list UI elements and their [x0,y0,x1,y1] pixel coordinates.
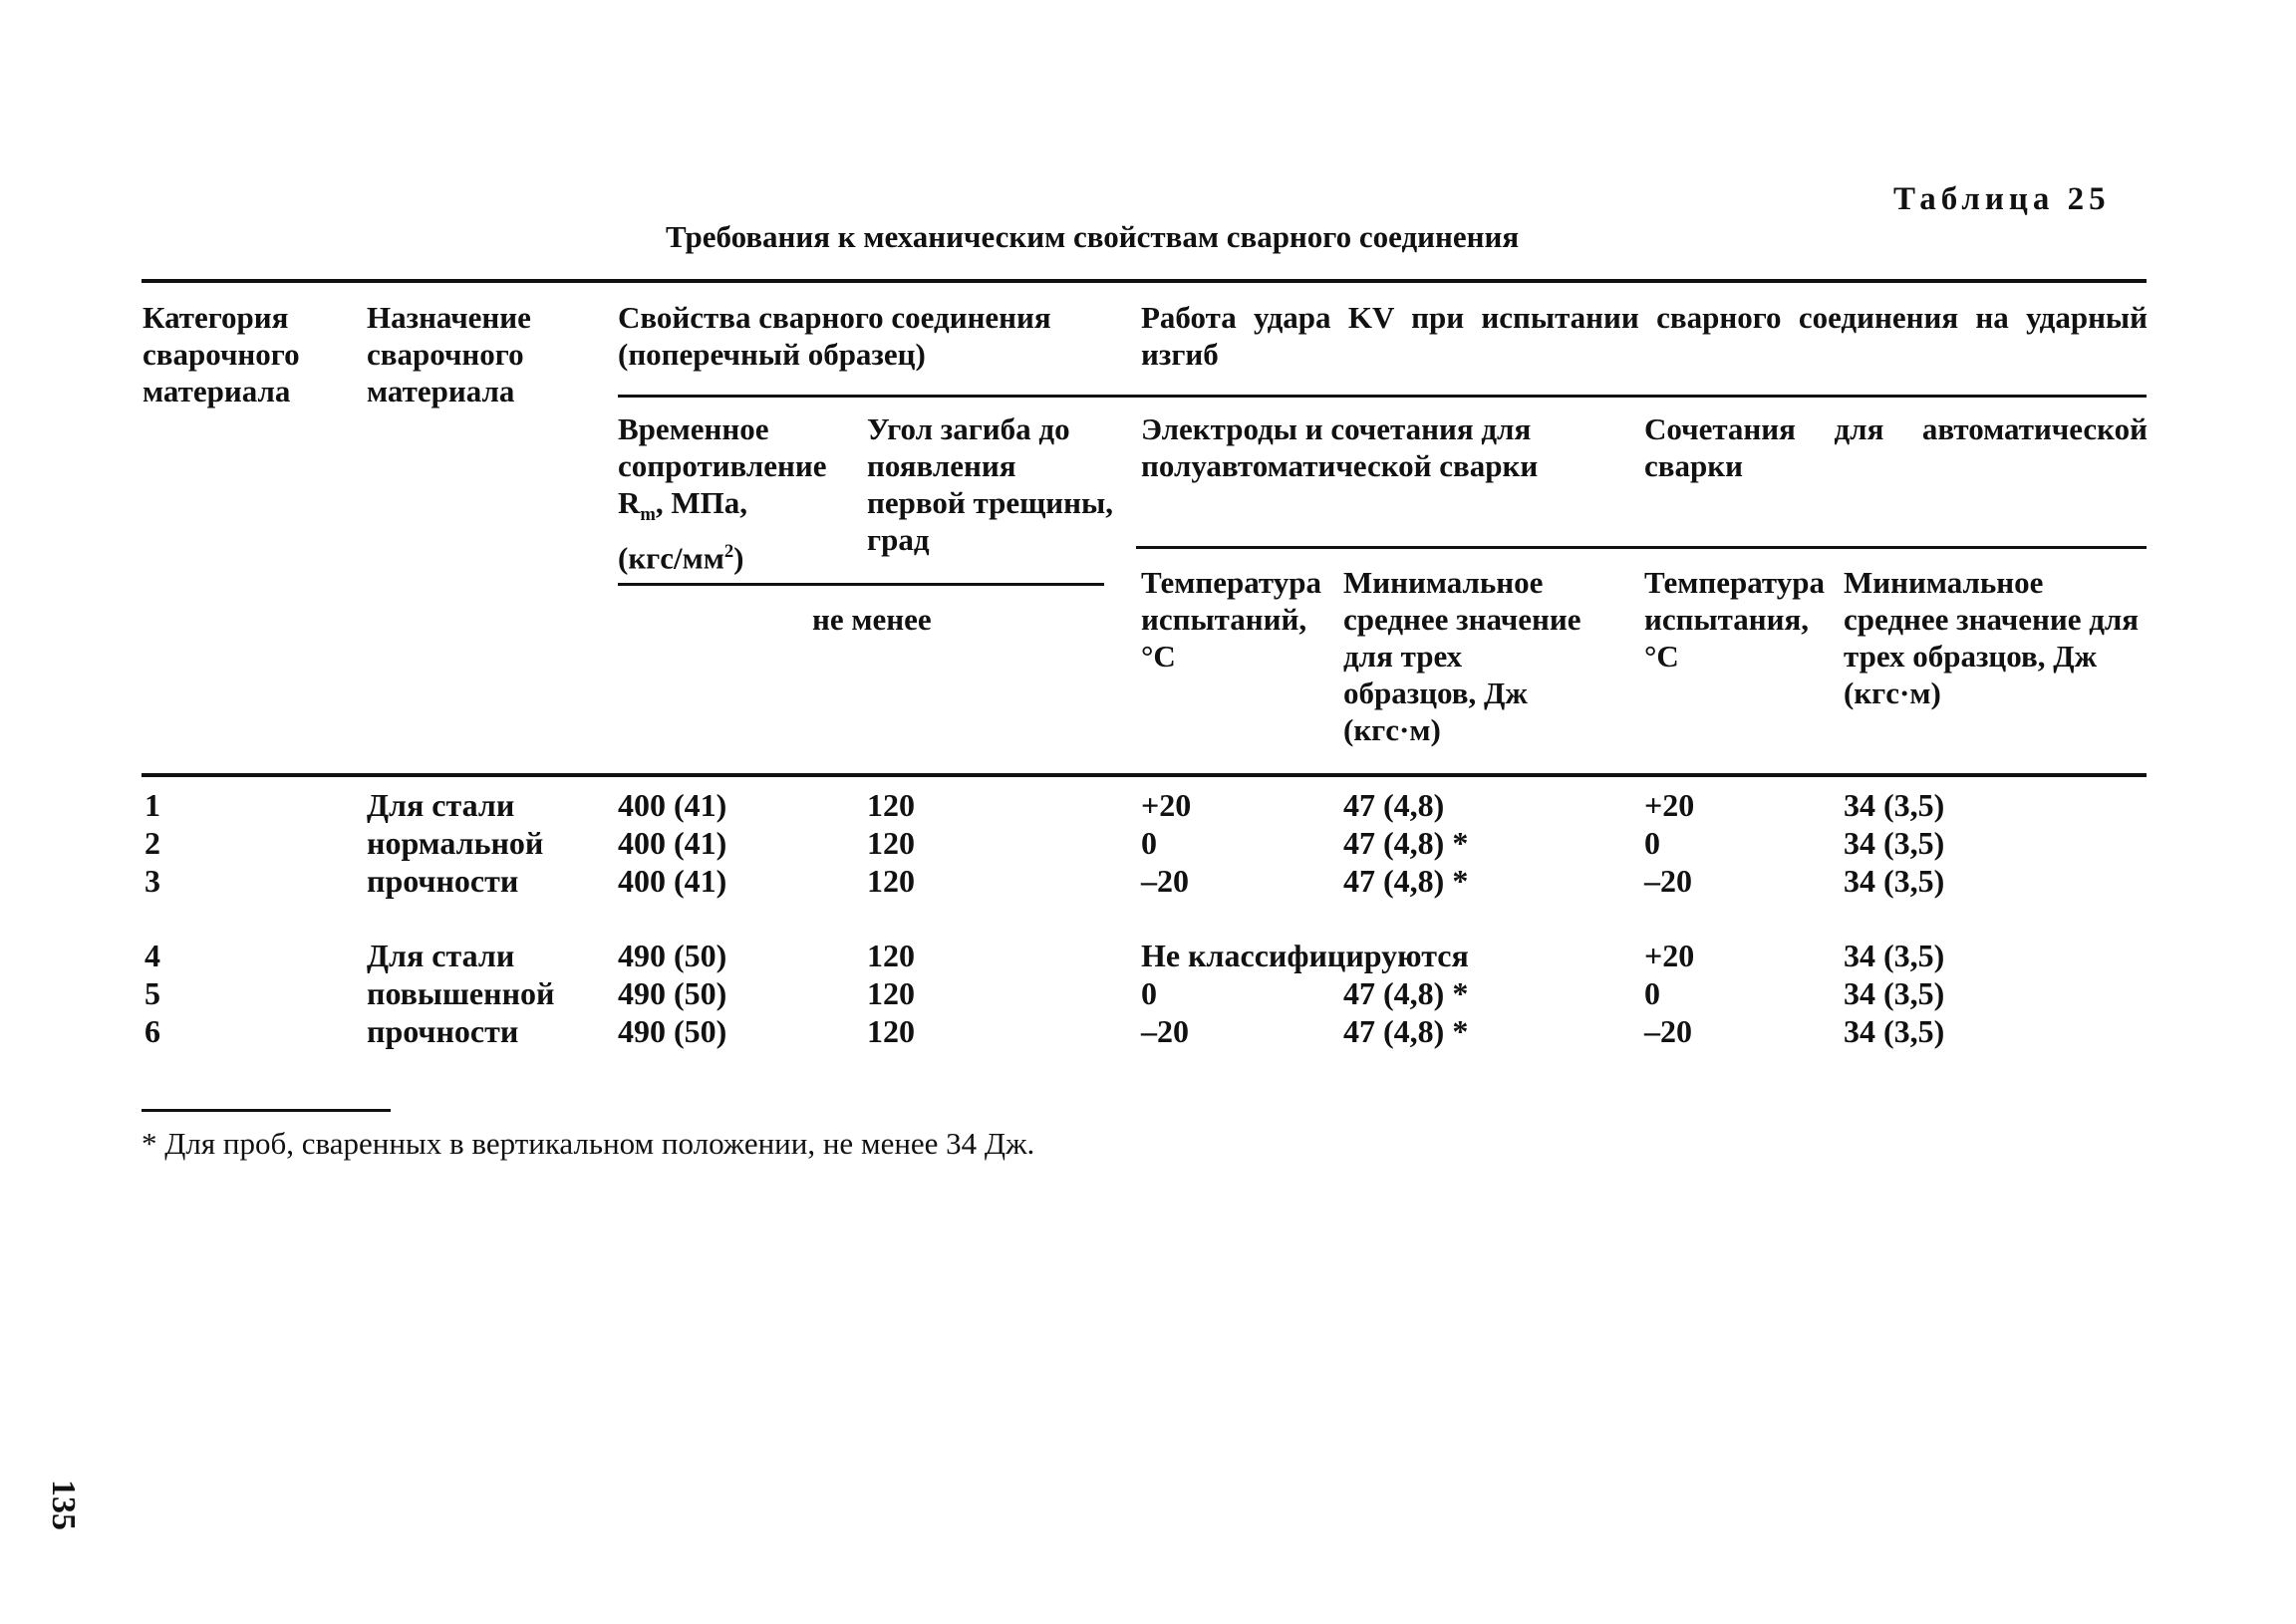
cell-temp-auto: –20 [1644,1013,1692,1049]
rm-close: ) [733,540,744,576]
table-title: Требования к механическим свойствам сварного соединения [666,219,1520,254]
cell-purpose: Для стали [367,787,515,823]
cell-temp-auto: –20 [1644,863,1692,899]
cell-kv-semi: 47 (4,8) [1343,787,1445,823]
rule-under-kv-sub [1136,546,2147,549]
header-bend-angle: Угол загиба до появления первой трещины, град [867,411,1113,557]
cell-kv-auto: 34 (3,5) [1844,938,1945,973]
cell-category: 3 [144,863,160,899]
header-impact-work: Работа удара KV при испытании сварного соединения на ударный изгиб [1141,300,2148,372]
header-temp-semi: Температура испытаний, °С [1141,565,1321,674]
header-min-avg-auto: Минимальное среднее значение для трех образцов, Дж (кгс·м) [1844,565,2140,710]
cell-kv-auto: 34 (3,5) [1844,825,1945,861]
cell-category: 1 [144,787,160,823]
tensile-label: Временное сопротивление [618,411,827,483]
header-weld-properties: Свойства сварного соединения (поперечный образец) [618,300,1051,372]
cell-purpose: Для стали [367,938,515,973]
header-auto-weld: Сочетания для автоматической сварки [1644,411,2148,483]
rm-kgs: (кгс/мм [618,540,724,576]
rm-symbol: R [618,485,641,520]
top-rule [142,279,2147,283]
cell-temp-auto: +20 [1644,787,1695,823]
rm-subscript: m [640,504,656,526]
cell-temp-semi: 0 [1141,975,1157,1011]
cell-category: 5 [144,975,160,1011]
rule-under-group [618,395,2147,398]
cell-kv-semi: 47 (4,8) * [1343,1013,1469,1049]
table-label: Таблица 25 [1893,181,2111,217]
cell-category: 2 [144,825,160,861]
cell-bend-angle: 120 [867,1013,915,1049]
cell-temp-semi: 0 [1141,825,1157,861]
cell-temp-auto: +20 [1644,938,1695,973]
cell-tensile: 400 (41) [618,787,727,823]
cell-kv-auto: 34 (3,5) [1844,1013,1945,1049]
cell-temp-semi: +20 [1141,787,1192,823]
cell-temp-auto: 0 [1644,825,1660,861]
cell-kv-semi: 47 (4,8) * [1343,975,1469,1011]
cell-purpose: прочности [367,863,519,899]
cell-kv-auto: 34 (3,5) [1844,787,1945,823]
header-purpose: Назначение сварочного материала [367,300,531,408]
cell-tensile: 490 (50) [618,938,727,973]
header-bottom-rule [142,773,2147,777]
cell-kv-semi: 47 (4,8) * [1343,825,1469,861]
cell-bend-angle: 120 [867,825,915,861]
rm-units: , МПа, [655,485,748,520]
cell-not-classified: Не классифицируются [1141,938,1469,973]
cell-tensile: 490 (50) [618,975,727,1011]
rm-superscript: 2 [723,541,734,563]
header-category: Категория сварочного материала [143,300,300,408]
footnote: * Для проб, сваренных в вертикальном положении, не менее 34 Дж. [142,1126,1035,1161]
cell-purpose: повышенной [367,975,555,1011]
cell-purpose: прочности [367,1013,519,1049]
cell-kv-semi: 47 (4,8) * [1343,863,1469,899]
cell-bend-angle: 120 [867,975,915,1011]
cell-temp-semi: –20 [1141,863,1189,899]
cell-tensile: 490 (50) [618,1013,727,1049]
footnote-rule [142,1109,391,1112]
header-electrodes: Электроды и сочетания для полуавтоматической сварки [1141,411,1539,483]
cell-tensile: 400 (41) [618,825,727,861]
cell-bend-angle: 120 [867,863,915,899]
cell-temp-semi: –20 [1141,1013,1189,1049]
cell-category: 4 [144,938,160,973]
header-temp-auto: Температура испытания, °С [1644,565,1825,674]
cell-kv-auto: 34 (3,5) [1844,975,1945,1011]
header-tensile-strength [618,410,867,577]
cell-bend-angle: 120 [867,787,915,823]
cell-temp-auto: 0 [1644,975,1660,1011]
cell-bend-angle: 120 [867,938,915,973]
page-number: 135 [45,1480,82,1530]
cell-tensile: 400 (41) [618,863,727,899]
cell-category: 6 [144,1013,160,1049]
cell-kv-auto: 34 (3,5) [1844,863,1945,899]
header-not-less: не менее [812,602,932,637]
header-min-avg-semi: Минимальное среднее значение для трех образцов, Дж (кгс·м) [1343,565,1581,747]
rule-under-weld-sub [618,583,1104,586]
cell-purpose: нормальной [367,825,544,861]
